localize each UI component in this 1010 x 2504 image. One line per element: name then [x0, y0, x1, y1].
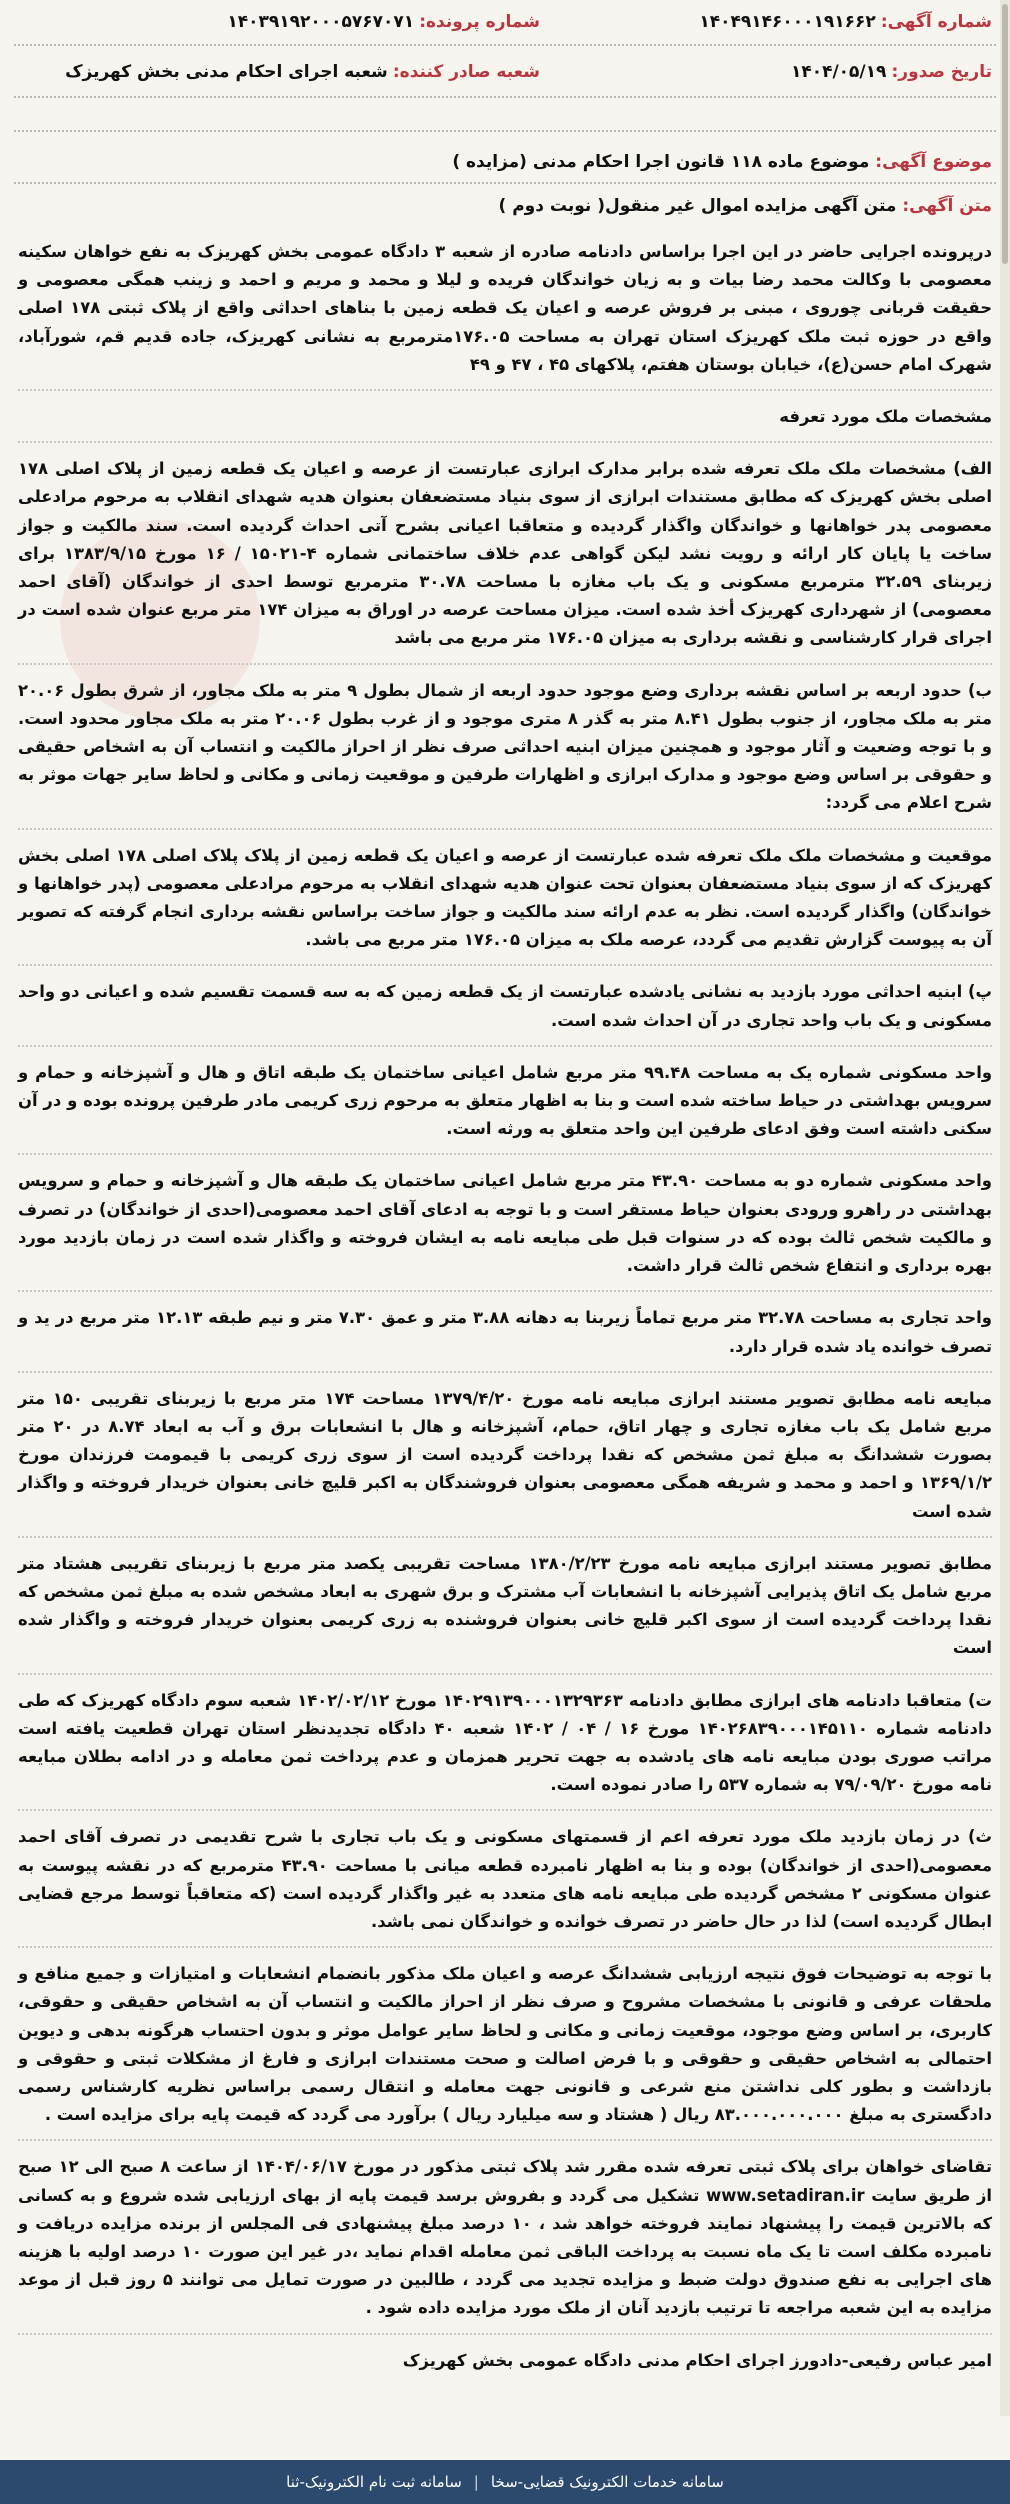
- paragraph: با توجه به توضیحات فوق نتیجه ارزیابی ششدانگ عرصه و اعیان ملک مذکور بانضمام انشعابات و امتیازات و جمیع منافع و ملحقات عرفی و قانونی با مشخصات مشروح و صرف نظر از احراز مالکیت و انتساب آن به اشخاص حقیقی و حقوقی، کاربری، بر اساس وضع موجود، موقعیت زمانی و مکانی و لحاظ سایر عوامل موثر و بدون احتساب هرگونه بدهی و دیوین احتمالی به اشخاص حقیقی و حقوقی و با فرض اصالت و صحت مستندات ابرازی و فارغ از مشکلات ثبتی و حقوقی و بازداشت و بطور کلی نداشتن منع شرعی و قانونی جهت معامله و انتقال رسمی براساس نظریه کارشناس رسمی دادگستری به مبلغ ۸۳.۰۰۰.۰۰۰.۰۰۰ ریال ( هشتاد و سه میلیارد ریال ) برآورد می گردد که قیمت پایه برای مزایده است .: [18, 1960, 992, 2141]
- divider: [14, 96, 996, 98]
- paragraph: واحد مسکونی شماره دو به مساحت ۴۳.۹۰ متر مربع شامل اعیانی ساختمان یک طبقه هال و آشپزخانه و حمام و سرویس بهداشتی در راهرو ورودی بعنوان حیاط مستقر است و با توجه به ادعای آقای احمد معصومی(احدی از خواندگان) در تصرف و مالکیت شخص ثالث بوده که در سنوات قبل طی مبایعه نامه به ایشان فروخته و واگذار شده است در زمان بازدید مورد بهره برداری و انتفاع شخص ثالث قرار داشت.: [18, 1167, 992, 1292]
- paragraph: واحد تجاری به مساحت ۳۲.۷۸ متر مربع تماماً زیربنا به دهانه ۳.۸۸ متر و عمق ۷.۳۰ متر و نیم طبقه ۱۲.۱۳ متر مربع در ید و تصرف خوانده یاد شده قرار دارد.: [18, 1304, 992, 1372]
- ad-number: [699, 12, 992, 32]
- paragraph: ث) در زمان بازدید ملک مورد تعرفه اعم از قسمتهای مسکونی و یک باب تجاری با شرح تقدیمی در تصرف آقای احمد معصومی(احدی از خواندگان) بوده و بنا به اظهار نامبرده قطعه میانی با مساحت ۴۳.۹۰ مترمربع که در نقشه پیوست به عنوان مسکونی ۲ مشخص گردیده طی مبایعه نامه های متعدد به غیر واگذار گردیده است (که متعاقباً توسط مرجع قضایی ابطال گردیده است) لذا در حال حاضر در تصرف خوانده و خواندگان نمی باشد.: [18, 1823, 992, 1948]
- signature-line: امیر عباس رفیعی-دادورز اجرای احکام مدنی دادگاه عمومی بخش کهریزک: [402, 2350, 992, 2370]
- section-heading: مشخصات ملک مورد تعرفه: [18, 403, 992, 443]
- issue-date-value: ۱۴۰۴/۰۵/۱۹: [790, 62, 887, 82]
- scrollbar-thumb[interactable]: [1002, 4, 1008, 264]
- issuer-value: شعبه اجرای احکام مدنی بخش کهریزک: [65, 62, 388, 82]
- ad-number-value: ۱۴۰۴۹۱۴۶۰۰۰۱۹۱۶۶۲: [699, 12, 876, 32]
- footer-bar: [0, 2460, 1010, 2504]
- paragraph: مطابق تصویر مستند ابرازی مبایعه نامه مورخ ۱۳۸۰/۲/۲۳ مساحت تقریبی یکصد متر مربع با زیربنای تقریبی هشتاد متر مربع شامل یک اتاق پذیرایی آشپزخانه با انشعابات آب مشترک و برق شهری به ابعاد مشخص شده به مبلغ ثمن مشخص که نقدا پرداخت گردیده است از سوی اکبر قلیچ خانی بعنوان فروشنده به زری کریمی بعنوان خریدار فروخته و واگذار شده است: [18, 1550, 992, 1675]
- divider: [14, 44, 996, 46]
- footer-link-sana[interactable]: سامانه ثبت نام الکترونیک-ثنا: [286, 2473, 462, 2491]
- ad-number-label: شماره آگهی:: [880, 12, 992, 32]
- footer-link-sakha[interactable]: سامانه خدمات الکترونیک قضایی-سخا: [490, 2473, 724, 2491]
- issue-date: [791, 62, 992, 82]
- paragraph: تقاضای خواهان برای پلاک ثبتی تعرفه شده مقرر شد پلاک ثبتی مذکور در مورخ ۱۴۰۴/۰۶/۱۷ از ساعت ۸ صبح الی ۱۲ صبح از طریق سایت www.setadiran.ir تشکیل می گردد و بفروش برسد قیمت پایه از بهای ارزیابی شده شروع و به کسانی که بالاترین قیمت را پیشنهاد نمایند فروخته خواهد شد ، ۱۰ درصد مبلغ پیشنهادی فی المجلس از برنده مزایده دریافت و نامبرده مکلف است تا یک ماه نسبت به پرداخت الباقی ثمن معامله اقدام نماید ،در غیر این صورت ۱۰ درصد اولیه با هزینه های اجرایی به نفع صندوق دولت ضبط و مزایده تجدید می گردد ، طالبین در صورت تمایل می توانند ۵ روز قبل از موعد مزایده به این شعبه مراجعه تا ترتیب بازدید آنان از ملک مورد مزایده داده شود .: [18, 2153, 992, 2334]
- title-label: متن آگهی:: [902, 196, 992, 216]
- case-number-value: ۱۴۰۳۹۱۹۲۰۰۰۵۷۶۷۰۷۱: [227, 12, 415, 32]
- case-number: [227, 12, 540, 32]
- case-number-label: شماره پرونده:: [419, 12, 540, 32]
- footer-separator: |: [473, 2473, 479, 2491]
- divider: [14, 182, 996, 184]
- subject-value: موضوع ماده ۱۱۸ قانون اجرا احکام مدنی (مزایده ): [452, 152, 870, 172]
- issuer-label: شعبه صادر کننده:: [392, 62, 540, 82]
- paragraph: موقعیت و مشخصات ملک ملک تعرفه شده عبارتست از عرصه و اعیان یک قطعه زمین از پلاک پلاک اصلی ۱۷۸ اصلی بخش کهریزک که از سوی بنیاد مستضعفان بعنوان تحت عنوان هدیه شهدای انقلاب به مرحوم مرادعلی معصومی (پدر خواهانها و خواندگان) واگذار گردیده است. نظر به عدم ارائه سند مالکیت و جواز ساخت براساس نقشه برداری انجام گرفته که تصویر آن به پیوست گزارش تقدیم می گردد، عرصه ملک به میزان ۱۷۶.۰۵ متر مربع می باشد.: [18, 842, 992, 967]
- paragraph: ت) متعاقبا دادنامه های ابرازی مطابق دادنامه ۱۴۰۲۹۱۳۹۰۰۰۱۳۲۹۳۶۳ مورخ ۱۴۰۲/۰۲/۱۲ شعبه سوم دادگاه کهریزک که طی دادنامه شماره ۱۴۰۲۶۸۳۹۰۰۰۱۴۵۱۱۰ مورخ ۱۶ / ۰۴ / ۱۴۰۲ شعبه ۴۰ دادگاه تجدیدنظر استان تهران قطعیت یافته است مراتب صوری بودن مبایعه نامه های یادشده به جهت تحریر همزمان و عدم پرداخت ثمن معامله و در ادامه بطلان مبایعه نامه مورخ ۷۹/۰۹/۲۰ به شماره ۵۳۷ را صادر نموده است.: [18, 1687, 992, 1812]
- paragraph: درپرونده اجرایی حاضر در این اجرا براساس دادنامه صادره از شعبه ۳ دادگاه عمومی بخش کهریزک به نفع خواهان سکینه معصومی با وکالت محمد رضا بیات و به زیان خواندگان فریده و لیلا و محمد و مریم و احمد و زینب همگی معصومی و حقیقت قربانی چوروی ، مبنی بر فروش عرصه و اعیان یک قطعه زمین با بناهای احداثی واقع از پلاک ثبتی ۱۷۸ اصلی واقع در حوزه ثبت ملک کهریزک استان تهران به مساحت ۱۷۶.۰۵مترمربع به نشانی کهریزک، جاده قدیم قم، شورآباد، شهرک امام حسن(ع)، خیابان بوستان هفتم، پلاکهای ۴۵ ، ۴۷ و ۴۹: [18, 238, 992, 391]
- paragraph: الف) مشخصات ملک ملک تعرفه شده برابر مدارک ابرازی عبارتست از عرصه و اعیان یک قطعه زمین از پلاک اصلی ۱۷۸ اصلی بخش کهریزک که مطابق مستندات ابرازی از سوی بنیاد مستضعفان بعنوان هدیه شهدای انقلاب به مرحوم مرادعلی معصومی پدر خواهانها و خواندگان واگذار گردیده و متعاقبا اعیانی بشرح آتی احداث گردیده است. سند مالکیت و جواز ساخت یا پایان کار ارائه و رویت نشد لیکن گواهی عدم خلاف ساختمانی شماره ۴-۱۵۰۲۱ / ۱۶ مورخ ۱۳۸۳/۹/۱۵ برای زیربنای ۳۲.۵۹ مترمربع مسکونی و یک باب مغازه با مساحت ۳۰.۷۸ مترمربع توسط احدی از خواندگان (آقای احمد معصومی) از شهرداری کهریزک أخذ شده است. میزان مساحت عرصه در اوراق به میزان ۱۷۴ متر مربع عنوان شده است در اجرای قرار کارشناسی و نقشه برداری به میزان ۱۷۶.۰۵ متر مربع می باشد: [18, 455, 992, 664]
- paragraph: پ) ابنیه احداثی مورد بازدید به نشانی یادشده عبارتست از یک قطعه زمین که به سه قسمت تقسیم شده و اعیانی دو واحد مسکونی و یک باب واحد تجاری در آن احداث شده است.: [18, 978, 992, 1046]
- paragraph: واحد مسکونی شماره یک به مساحت ۹۹.۴۸ متر مربع شامل اعیانی ساختمان یک طبقه اتاق و هال و آشپزخانه و حمام و سرویس بهداشتی در حیاط ساخته شده است و بنا به اظهار متعلق به مرحوم زری کریمی مادر طرفین پرونده بوده و در آن سکنی داشته است وفق ادعای طرفین این واحد متعلق به ورثه است.: [18, 1059, 992, 1156]
- header-row-1: [0, 12, 1010, 52]
- subject-label: موضوع آگهی:: [875, 152, 992, 172]
- ad-body: [18, 238, 992, 2397]
- ad-title: [499, 196, 993, 216]
- issuer: [65, 62, 540, 82]
- title-value: متن آگهی مزایده اموال غیر منقول( نوبت دوم ): [498, 196, 897, 216]
- paragraph: مبایعه نامه مطابق تصویر مستند ابرازی مبایعه نامه مورخ ۱۳۷۹/۴/۲۰ مساحت ۱۷۴ متر مربع با زیربنای تقریبی ۱۵۰ متر مربع شامل یک باب مغازه تجاری و چهار اتاق، حمام، آشپزخانه و هال با انشعابات برق و آب به ابعاد ۸.۷۴ در ۲۰ متر بصورت ششدانگ به مبلغ ثمن مشخص که نقدا پرداخت گردیده است از سوی زری کریمی با قیمومت فرزندان مورخ ۱۳۶۹/۱/۲ و احمد و محمد و شریفه همگی معصومی بعنوان فروشندگان به اکبر قلیچ خانی بعنوان خریدار فروخته و واگذار شده است: [18, 1385, 992, 1538]
- subject: [452, 152, 992, 172]
- divider: [14, 130, 996, 132]
- paragraph: ب) حدود اربعه بر اساس نقشه برداری وضع موجود حدود اربعه از شمال بطول ۹ متر به ملک مجاور، از شرق بطول ۲۰.۰۶ متر به ملک مجاور، از جنوب بطول ۸.۴۱ متر به گذر ۸ متری موجود و از غرب بطول ۲۰.۰۶ متر به ملک مجاور محدود است. و با توجه وضعیت و آثار موجود و همچنین میزان ابنیه احداثی صرف نظر از احراز مالکیت و انتساب آن به اشخاص حقیقی و حقوقی بر اساس وضع موجود و مدارک ابرازی و اظهارات طرفین و موقعیت زمانی و مکانی و لحاظ سایر جهات موثر به شرح اعلام می گردد:: [18, 677, 992, 830]
- issue-date-label: تاریخ صدور:: [891, 62, 992, 82]
- scrollbar[interactable]: [1000, 0, 1010, 2416]
